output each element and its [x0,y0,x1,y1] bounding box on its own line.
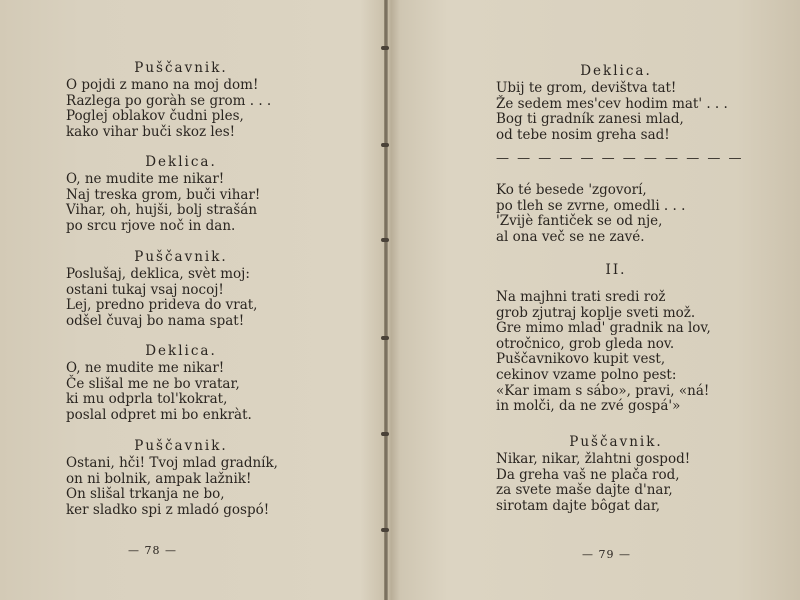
verse-line: Vihar, oh, hujši, bolj strašán [66,202,258,219]
speaker-heading: Deklica. [145,343,217,359]
verse-line: O, ne mudite me nikar! [66,171,225,187]
verse-block [66,343,296,423]
verse-line: za svete maše dajte d'nar, [496,482,673,499]
verse-line: Gre mimo mlad' gradnik na lov, [496,320,711,337]
verse-line: al ona več se ne zavé. [496,228,645,245]
verse-line: Ko té besede 'zgovorí, [496,182,647,198]
verse-line: «Kar imam s sábo», pravi, «ná! [496,382,710,399]
page-number: — 79 — [582,548,631,561]
verse-line: Poglej oblakov čudni ples, [66,108,244,125]
verse-line: otročnico, grob gleda nov. [496,335,675,352]
verse-line: Če slišal me ne bo vratar, [66,375,240,392]
speaker-heading: Puščavnik. [134,438,228,454]
verse-line: 'Zvijè fantiček se od nje, [496,213,663,230]
verse-line: O, ne mudite me nikar! [66,360,225,376]
verse-line: Puščavnikovo kupit vest, [496,351,666,368]
verse-block [66,438,296,518]
verse-line: ki mu odprla tol'kokrat, [66,391,228,408]
verse-stanza [496,290,746,415]
verse-block [496,434,736,514]
verse-line: odšel čuvaj bo nama spat! [66,312,245,329]
speaker-heading: Deklica. [145,154,217,170]
verse-line: Naj treska grom, buči vihar! [66,186,261,203]
verse-line: sirotam dajte bôgat dar, [496,497,661,514]
verse-line: kako vihar buči skoz les! [66,123,236,140]
verse-line: po srcu rjove noč in dan. [66,217,236,234]
verse-line: in molči, da ne zvé gospá'» [496,398,681,415]
speaker-heading: Deklica. [580,63,652,79]
verse-line: cekinov vzame polno pest: [496,366,677,383]
verse-line: Poslušaj, deklica, svèt moj: [66,266,250,282]
verse-line: ker sladko spi z mladó gospó! [66,501,270,518]
left-page [0,0,384,600]
verse-line: Na majhni trati sredi rož [496,289,666,305]
verse-block [496,63,736,143]
verse-block [66,249,296,329]
section-numeral: II. [605,262,627,278]
verse-line: Nikar, nikar, žlahtni gospod! [496,451,691,467]
verse-line: Lej, predno prideva do vrat, [66,297,258,314]
verse-block [66,60,296,140]
verse-line: grob zjutraj koplje sveti mož. [496,304,696,321]
page-number: — 78 — [128,544,177,557]
verse-line: poslal odpret mi bo enkràt. [66,406,252,423]
dash-separator: — — — — — — — — — — — — [496,151,744,166]
verse-line: Ostani, hči! Tvoj mlad gradník, [66,455,278,471]
verse-line: O pojdi z mano na moj dom! [66,77,259,93]
verse-line: on ni bolnik, ampak lažnik! [66,470,252,487]
verse-line: Bog ti gradník zanesi mlad, [496,111,684,128]
speaker-heading: Puščavnik. [134,60,228,76]
right-page [388,0,800,600]
verse-line: Ubij te grom, devištva tat! [496,80,677,96]
verse-stanza [496,183,736,245]
verse-line: od tebe nosim greha sad! [496,126,670,143]
verse-line: Da greha vaš ne plača rod, [496,466,680,483]
verse-line: po tleh se zvrne, omedli . . . [496,197,686,214]
verse-line: ostani tukaj vsaj nocoj! [66,281,224,298]
verse-line: On slišal trkanja ne bo, [66,486,225,503]
verse-line: Razlega po goràh se grom . . . [66,92,272,109]
speaker-heading: Puščavnik. [569,434,663,450]
speaker-heading: Puščavnik. [134,249,228,265]
verse-block [66,154,296,234]
verse-line: Že sedem mes'cev hodim mat' . . . [496,95,728,112]
